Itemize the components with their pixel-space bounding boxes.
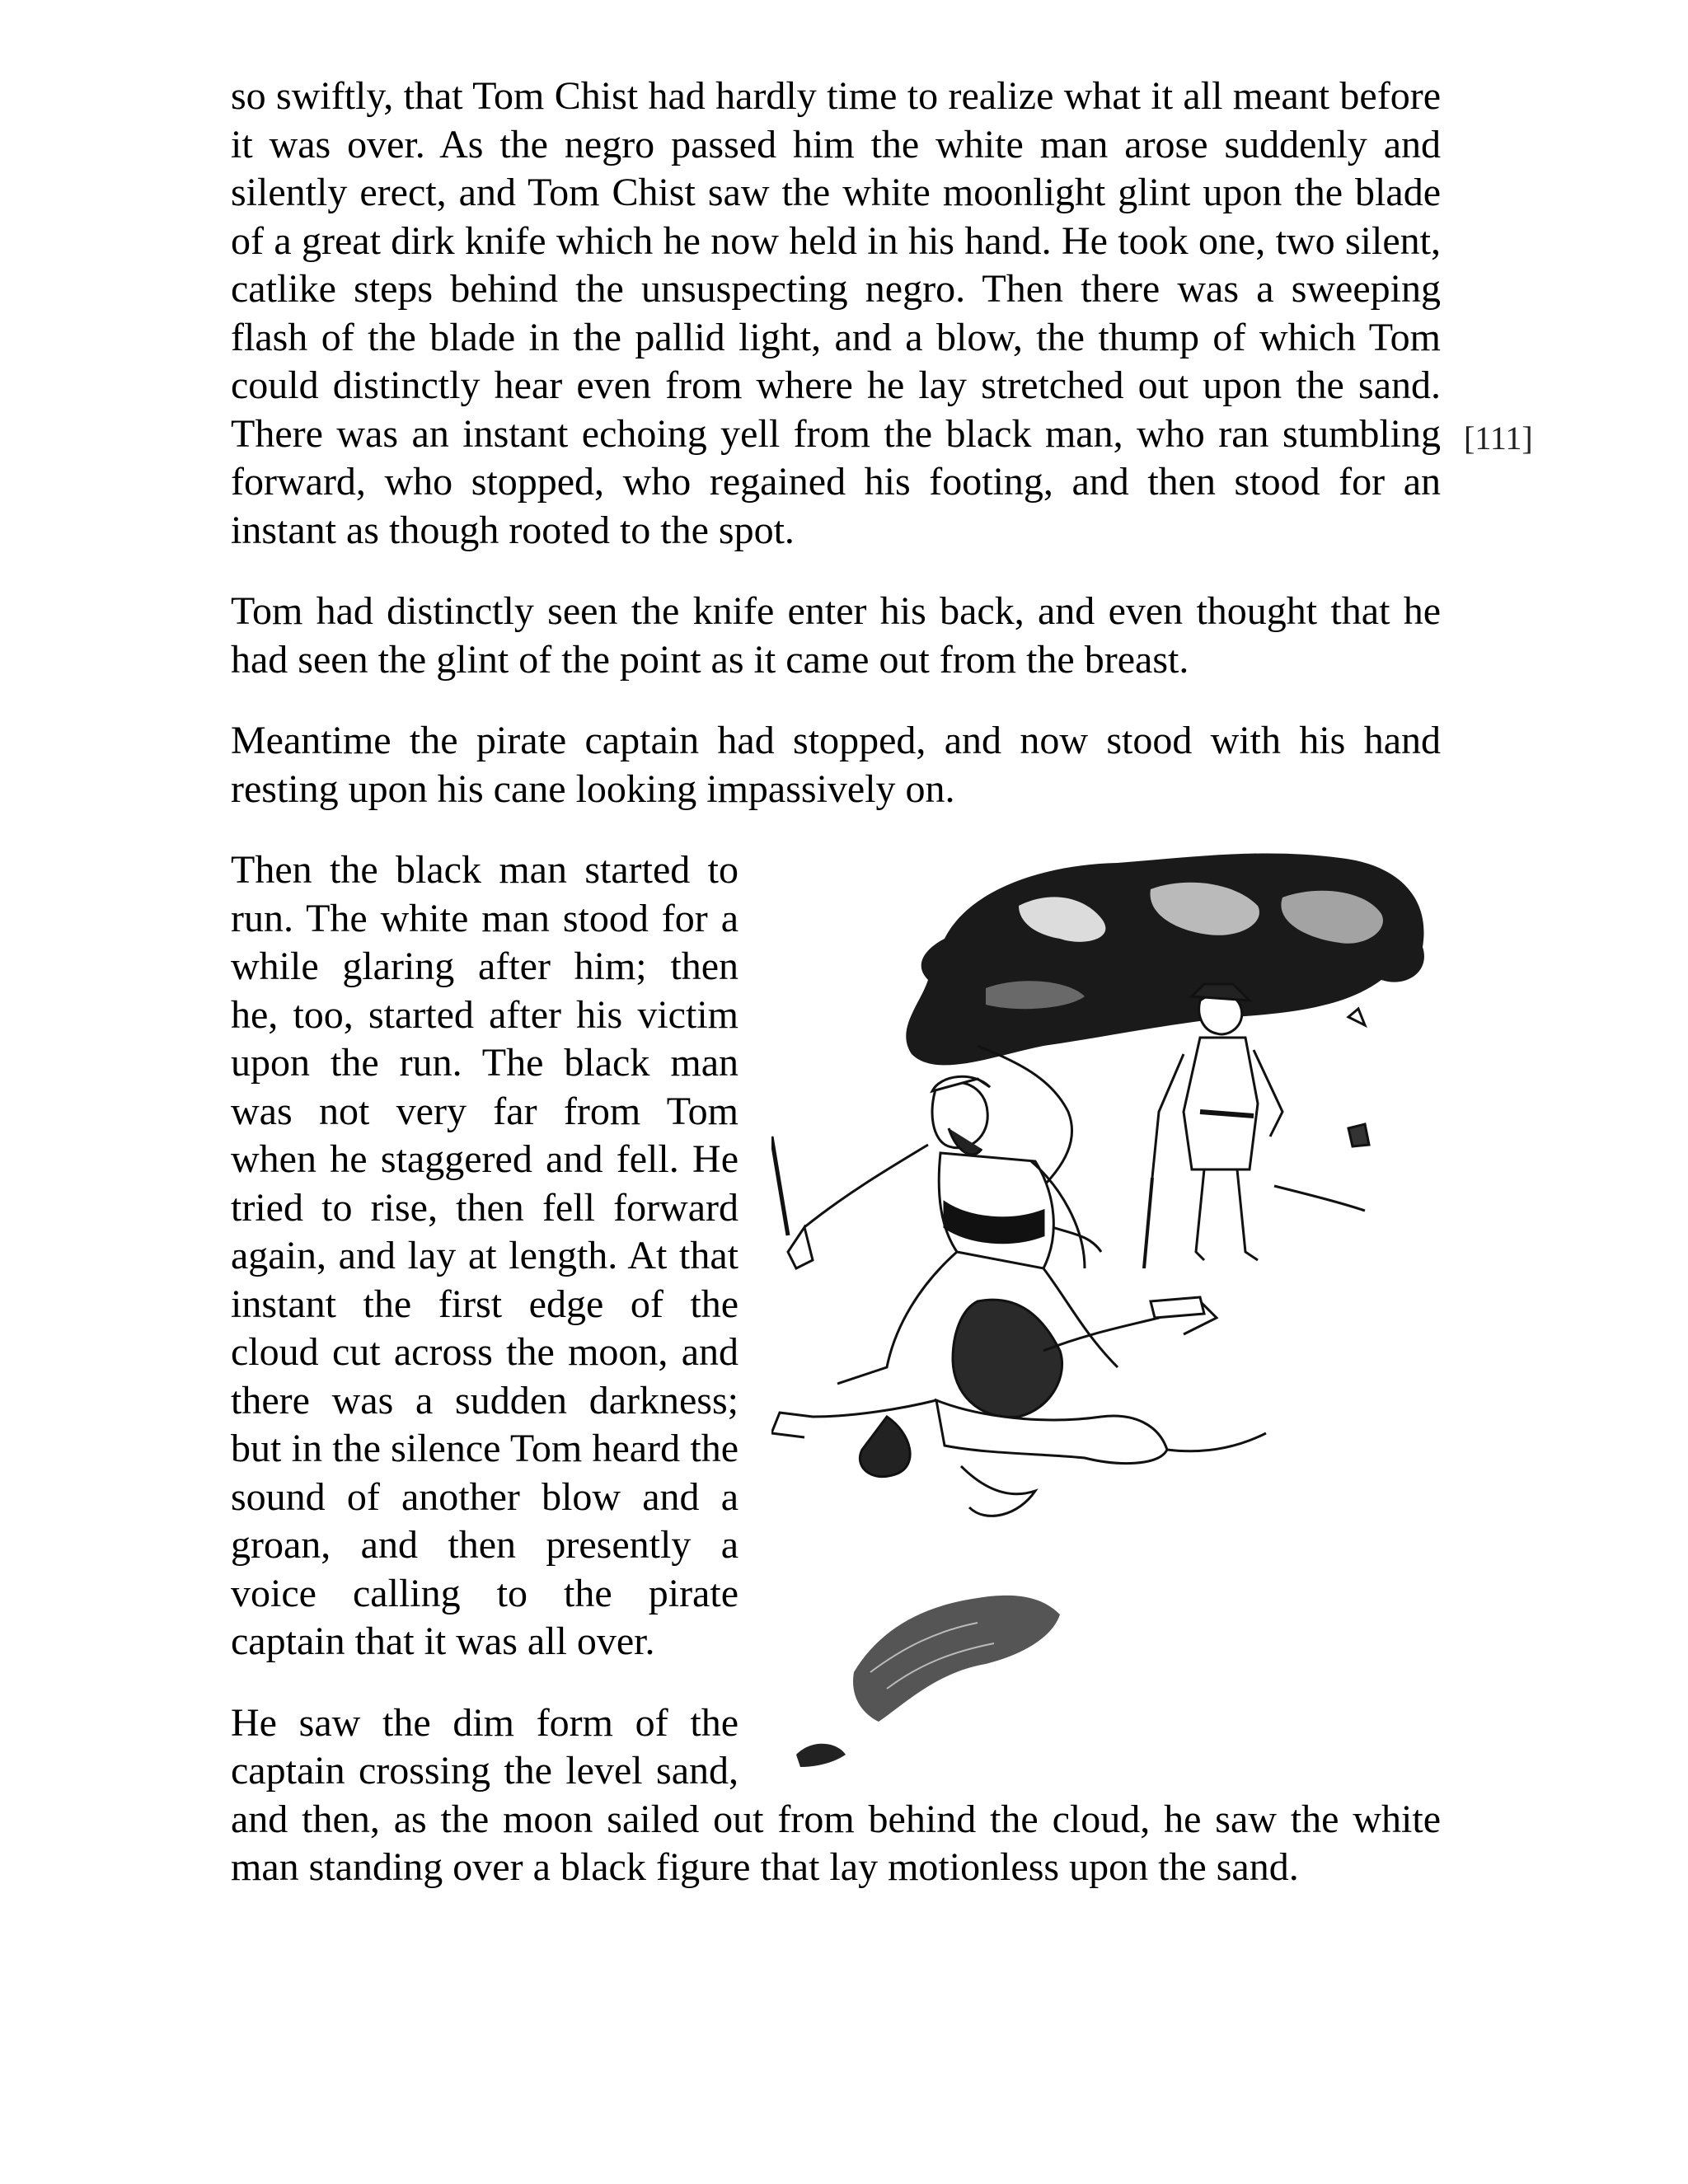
paragraph-4: Then the black man started to run. The white man stood for a while glaring after him; then he, too, started after his victim upon the run. The black man was not very far from Tom when he staggered and fell. He tried to rise, then fell forward again, and lay at length. At that instant the first edge of the cloud cut across the moon, and there was a sudden darkness; but in the silence Tom heard the sound of another blow and a groan, and then presently a voice calling to the pirate captain that it was all over.	[231, 848, 738, 1663]
captain-figure	[1144, 984, 1282, 1268]
paragraph-3: Meantime the pirate captain had stopped, and now stood with his hand resting upon his cane looking impassively on.	[231, 719, 1441, 811]
small-cloud	[853, 1596, 1060, 1722]
page-body	[231, 73, 1441, 1892]
victim-figure	[771, 1297, 1266, 1516]
small-mark	[796, 1744, 846, 1767]
paragraph-2: Tom had distinctly seen the knife enter his back, and even thought that he had seen the glint of the point as it came out from the breast.	[231, 589, 1441, 682]
paragraph-5: He saw the dim form of the captain crossing the level sand, and then, as the moon sailed out from behind the cloud, he saw the white man standing over a black figure that lay motionless upon the sand.	[231, 1700, 1441, 1889]
illustration-drawing	[771, 840, 1441, 1786]
paragraph-1: so swiftly, that Tom Chist had hardly time to realize what it all meant before it was over. As the negro passed him the white man arose suddenly and silently erect, and Tom Chist saw the white moonlight glint upon the blade of a great dirk knife which he now held in his hand. He took one, two silent, catlike steps behind the unsuspecting negro. Then there was a sweeping flash of the blade in the pallid light, and a blow, the thump of which Tom could distinctly hear even from where he lay stretched out upon the sand. There was an instant echoing yell from the black man, who ran stumbling forward, who stopped, who regained his footing, and then stood for an instant as though rooted to the spot.	[231, 74, 1441, 552]
illustration-murder-scene	[771, 840, 1441, 1786]
page-number: [111]	[1464, 419, 1533, 457]
